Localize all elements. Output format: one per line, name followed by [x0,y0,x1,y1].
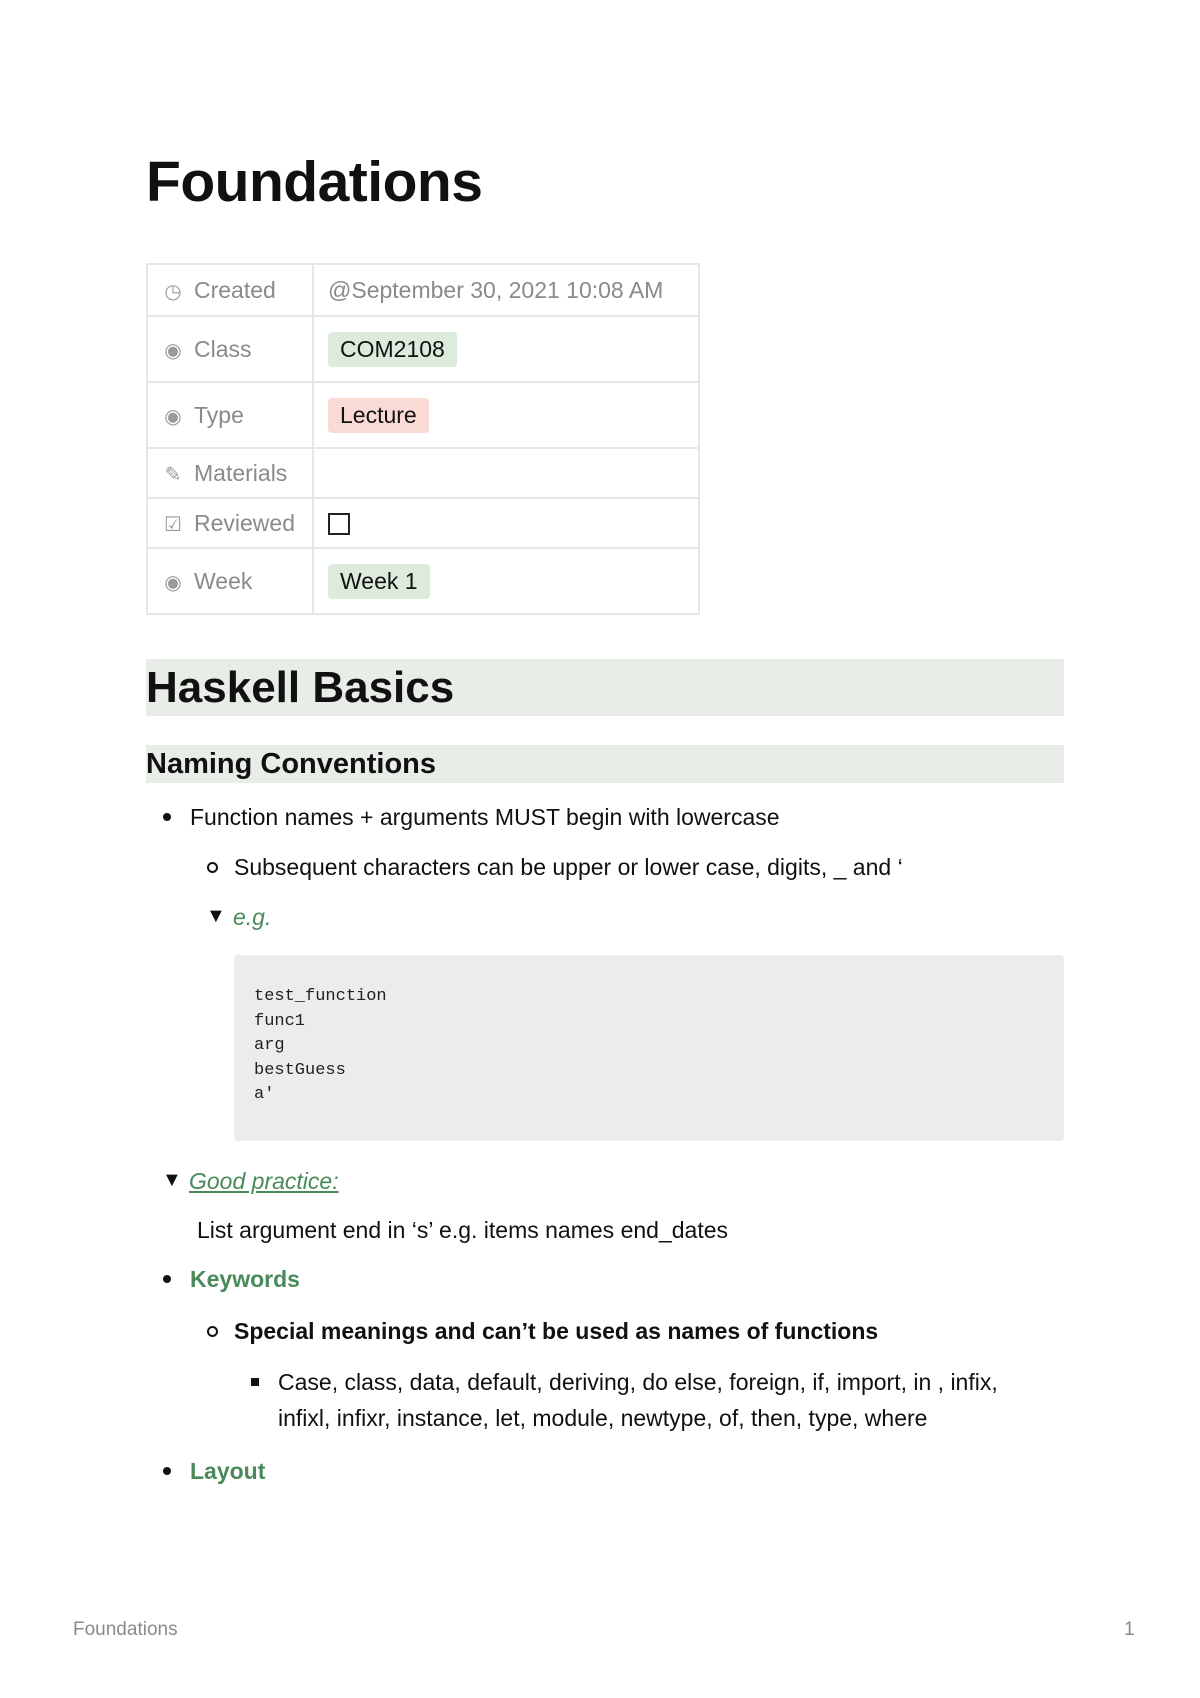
property-key [147,316,313,382]
bullet-dot [163,1467,171,1475]
properties-table [146,263,700,615]
property-key [147,448,313,498]
section-heading: Haskell Basics [146,659,1064,716]
bullet-ring [207,1326,218,1337]
property-row-class [147,316,699,382]
subsection-heading: Naming Conventions [146,745,1064,783]
week-tag[interactable]: Week 1 [328,564,430,599]
bullet-ring [207,862,218,873]
property-key [147,264,313,316]
property-key [147,548,313,614]
code-line: bestGuess [254,1060,346,1080]
toggle-content: List argument end in ‘s’ e.g. items names end_dates [197,1217,728,1243]
list-item: Layout [190,1458,266,1484]
select-icon: ◉ [164,571,182,594]
toggle-triangle-icon[interactable]: ▼ [162,1169,182,1191]
property-value[interactable] [313,448,699,498]
list-item: Function names + arguments MUST begin with lowercase [190,804,780,830]
property-label: Class [194,335,252,362]
property-label: Reviewed [194,509,295,536]
created-date: @September 30, 2021 10:08 AM [328,276,664,303]
type-tag[interactable]: Lecture [328,398,429,433]
footer-page-number: 1 [1124,1619,1135,1640]
property-row-reviewed [147,498,699,548]
list-item: Case, class, data, default, deriving, do else, foreign, if, import, in , infix, [278,1369,998,1395]
toggle-label[interactable]: e.g. [233,904,272,930]
bullet-dot [163,813,171,821]
class-tag[interactable]: COM2108 [328,332,457,367]
property-value[interactable] [313,316,699,382]
property-value [313,498,699,548]
toggle-triangle-icon[interactable]: ▼ [206,905,226,927]
bullet-dot [163,1275,171,1283]
toggle-label[interactable]: Good practice: [189,1168,339,1194]
list-item: Special meanings and can’t be used as names of functions [234,1318,879,1344]
code-line: func1 [254,1011,306,1031]
select-icon: ◉ [164,339,182,362]
code-block [234,955,1064,1141]
property-label: Type [194,401,244,428]
property-label: Materials [194,459,288,486]
property-row-week [147,548,699,614]
list-item-continuation: infixl, infixr, instance, let, module, newtype, of, then, type, where [278,1405,928,1431]
property-key [147,498,313,548]
reviewed-checkbox[interactable] [328,513,350,535]
footer-title: Foundations [73,1619,178,1640]
property-key [147,382,313,448]
checkbox-icon: ☑ [164,513,182,536]
property-label: Week [194,567,253,594]
code-line: a' [254,1085,275,1104]
property-label: Created [194,276,276,303]
list-item: Subsequent characters can be upper or lower case, digits, _ and ‘ [234,854,903,880]
bullet-square [251,1378,259,1386]
property-row-materials [147,448,699,498]
page-title: Foundations [146,150,483,214]
paperclip-icon: ✎ [164,463,182,486]
code-line: arg [254,1036,285,1055]
property-value[interactable] [313,264,699,316]
property-value[interactable] [313,548,699,614]
property-value[interactable] [313,382,699,448]
list-item: Keywords [190,1266,300,1292]
code-line: test_function [254,987,387,1006]
property-row-created [147,264,699,316]
select-icon: ◉ [164,405,182,428]
property-row-type [147,382,699,448]
clock-icon: ◷ [164,280,182,303]
